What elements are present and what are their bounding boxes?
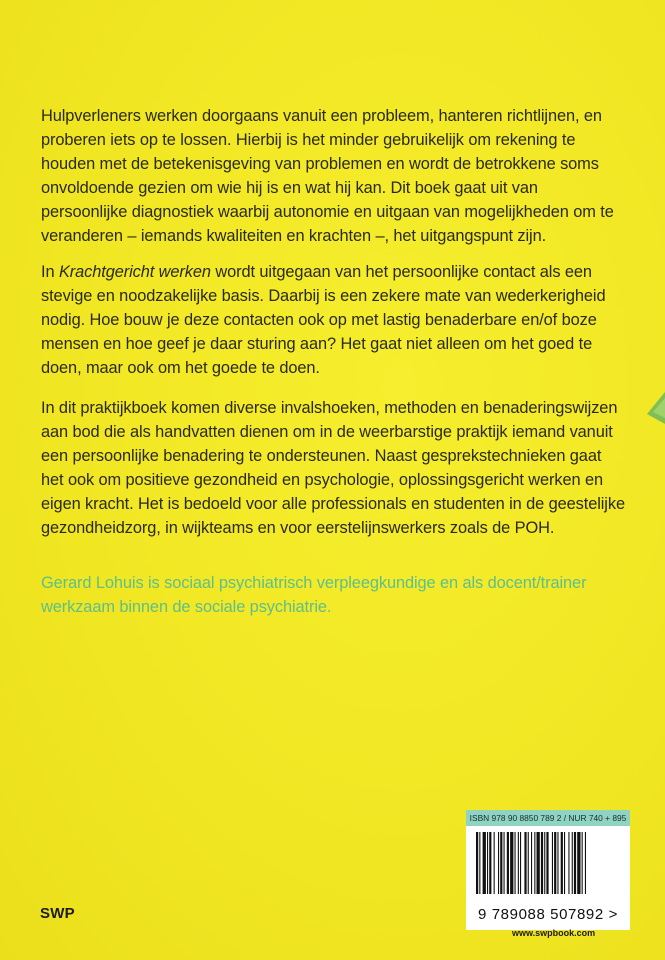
isbn-label: ISBN 978 90 8850 789 2 / NUR 740 + 895 [466,810,630,826]
barcode-block [466,810,630,930]
book-title-italic: Krachtgericht werken [58,263,211,281]
paragraph-2-rest: wordt uitgegaan van het persoonlijke contact als een stevige en noodzakelijke basis. Daarbij is een zekere mate van wederkerigheid nodig. Hoe bouw je deze contacten ook op met lastig benaderbare en/of boze mensen en hoe geef je daar sturing aan? Het gaat niet alleen om het goed te doen, maar ook om het goede te doen. [41,263,606,377]
publisher-logo: SWP [40,905,75,922]
publisher-website: www.swpbook.com [512,928,596,938]
paragraph-2-prefix: In [41,263,59,281]
author-bio: Gerard Lohuis is sociaal psychiatrisch verpleegkundige en als docent/trainer werkzaam binnen de sociale psychiatrie. [41,574,587,616]
edge-arrow-mark [643,392,665,424]
barcode-area [466,826,630,930]
description-paragraph-2 [41,260,626,380]
description-paragraph-1: Hulpverleners werken doorgaans vanuit een probleem, hanteren richtlijnen, en proberen iets op te lossen. Hierbij is het minder gebruikelijk om rekening te houden met de betekenisgeving van problemen en wordt de betrokkene soms onvoldoende gezien om wie hij is en wat hij kan. Dit boek gaat uit van persoonlijke diagnostiek waarbij autonomie en uitgaan van mogelijkheden om te veranderen – iemands kwaliteiten en krachten –, het uitgangspunt zijn. [41,107,614,245]
barcode-digits: 9 789088 507892 > [478,906,618,923]
description-paragraph-3: In dit praktijkboek komen diverse invalshoeken, methoden en benaderingswijzen aan bod die als handvatten dienen om in de weerbarstige praktijk iemand vanuit een persoonlijke benadering te ondersteunen. Naast gesprekstechnieken gaat het ook om positieve gezondheid en psychologie, oplossingsgericht werken en eigen kracht. Het is bedoeld voor alle professionals en studenten in de geestelijke gezondheidzorg, in wijkteams en voor eerstelijnswerkers zoals de POH. [41,399,625,537]
barcode-icon [472,832,624,904]
